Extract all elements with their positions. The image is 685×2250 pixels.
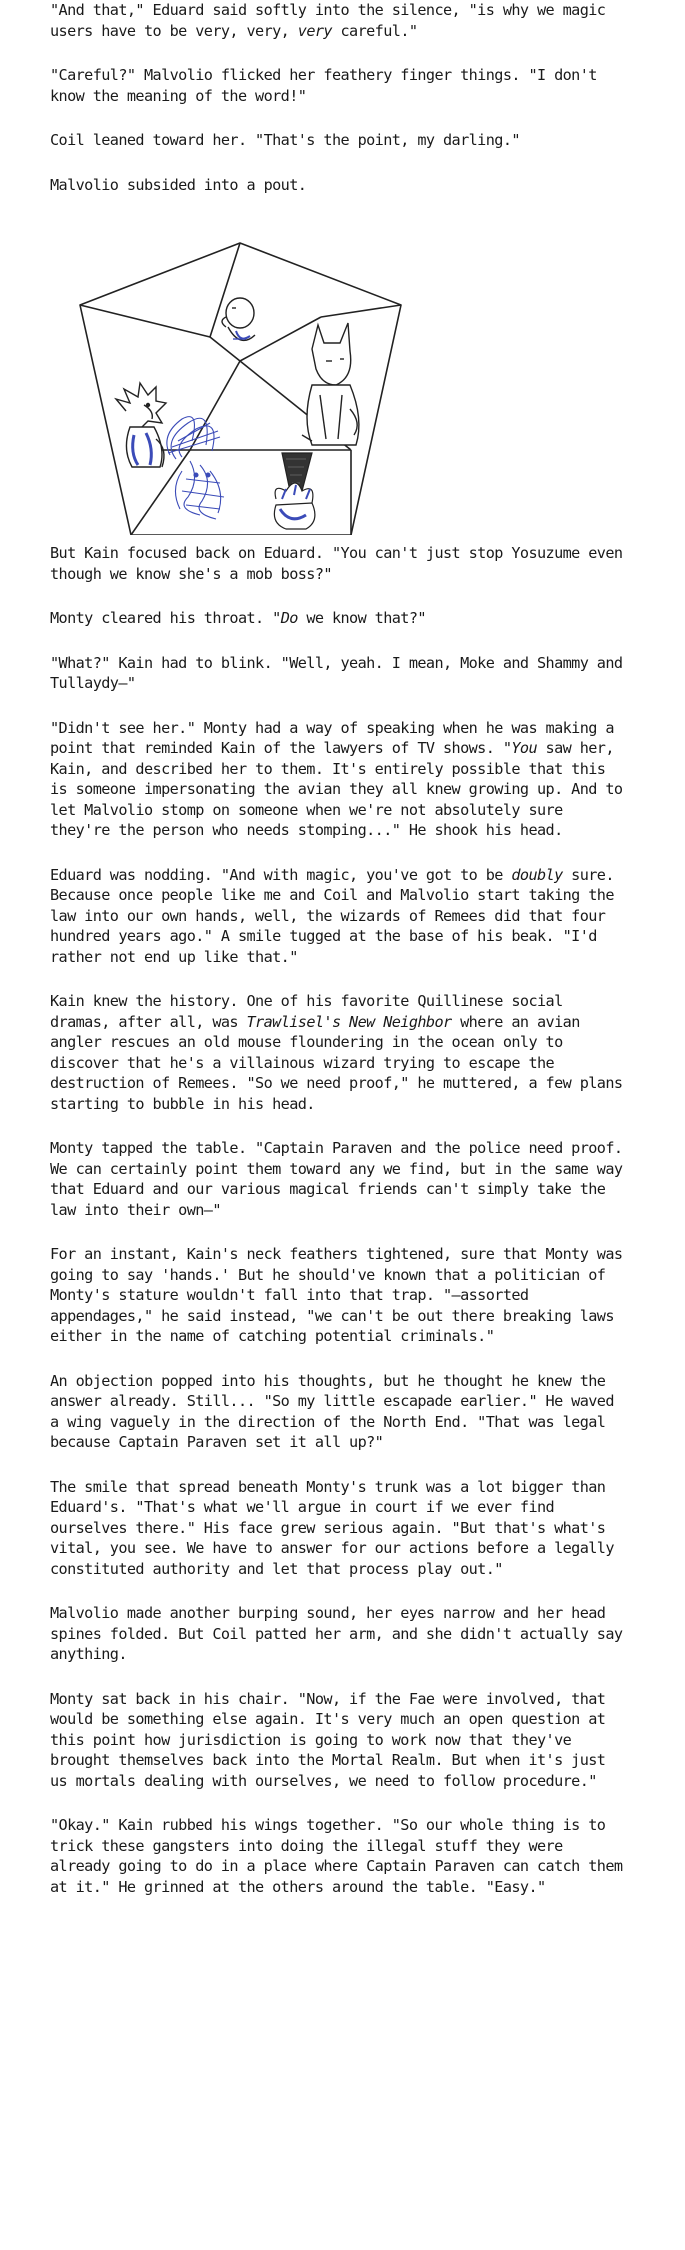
text-run: The smile that spread beneath Monty's trunk was a lot bigger than Eduard's. "That's what we'll argue in court if we ever find ourselves there." His face grew serious again. "But that's what's vital, you see. We have to answer for our actions before a legally constituted authority and let that process play out." (50, 1477, 614, 1578)
text-run: "Okay." Kain rubbed his wings together. "So our whole thing is to trick these gangsters into doing the illegal stuff they were already going to do in a place where Captain Paraven can catch them at it." He grinned at the others around the table. "Easy." (50, 1816, 623, 1896)
paragraph (50, 1603, 630, 1665)
paragraph (50, 608, 630, 629)
pentagon-frame (80, 243, 401, 535)
text-run: where an avian angler rescues an old mouse floundering in the ocean only to discover that he's a villainous wizard trying to escape the destruction of Remees. "So we need proof," he muttered, a few plans starting to bubble in his head. (50, 1012, 623, 1113)
paragraph (50, 865, 630, 968)
italic-text: doubly (511, 865, 563, 884)
paragraph (50, 65, 630, 106)
text-run: For an instant, Kain's neck feathers tightened, sure that Monty was going to say 'hands.' But he should've known that a politician of Monty's stature wouldn't fall into that trap. "—assorted appendages," he said instead, "we can't be out there breaking laws either in the name of catching potential criminals." (50, 1245, 623, 1345)
text-run: "And that," Eduard said softly into the silence, "is why we magic users have to be very, very, (50, 1, 606, 40)
paragraph (50, 0, 630, 41)
italic-text: Trawlisel's New Neighbor (246, 1012, 452, 1031)
text-run: "Careful?" Malvolio flicked her feathery finger things. "I don't know the meaning of the word!" (50, 66, 597, 105)
paragraph (50, 653, 630, 694)
text-run: sure. Because once people like me and Coil and Malvolio start taking the law into our own hands, well, the wizards of Remees did that four hundred years ago." A smile tugged at the base of his beak. "I'd rather not end up like that." (50, 865, 614, 966)
text-run: Eduard was nodding. "And with magic, you've got to be (50, 865, 512, 884)
paragraph (50, 718, 630, 841)
text-run: But Kain focused back on Eduard. "You can't just stop Yosuzume even though we know she's a mob boss?" (50, 544, 623, 583)
italic-text: You (511, 739, 537, 757)
text-run: Coil leaned toward her. "That's the point, my darling." (50, 131, 520, 149)
text-run: Malvolio subsided into a pout. (50, 175, 307, 194)
paragraph (50, 1244, 630, 1347)
text-run: Monty tapped the table. "Captain Paraven and the police need proof. We can certainly point them toward any we find, but in the same way that Eduard and our various magical friends can't simply take the law into their own—" (50, 1139, 623, 1219)
text-run: An objection popped into his thoughts, but he thought he knew the answer already. Still... "So my little escapade earlier." He waved a wing vaguely in the direction of the North End. "That was legal because Captain Paraven set it all up?" (50, 1371, 614, 1451)
paragraph (50, 130, 630, 151)
story-text-column (50, 0, 630, 1921)
text-run: careful." (331, 21, 418, 40)
paragraph (50, 175, 630, 196)
paragraph (50, 991, 630, 1114)
text-run: we know that?" (297, 609, 426, 627)
text-run: Monty cleared his throat. " (50, 609, 281, 627)
paragraph (50, 1689, 630, 1792)
italic-text: very (297, 21, 332, 40)
paragraph (50, 1138, 630, 1220)
pentagon-comic-illustration (50, 209, 630, 535)
text-run: saw her, Kain, and described her to them. It's entirely possible that this is someone impersonating the avian they all knew growing up. And to let Malvolio stomp on someone when we're not absolutely sure they're the person who needs stomping..." He shook his head. (50, 739, 623, 839)
text-run: "Didn't see her." Monty had a way of speaking when he was making a point that reminded Kain of the lawyers of TV shows. " (50, 718, 614, 757)
text-run: Malvolio made another burping sound, her eyes narrow and her head spines folded. But Coil patted her arm, and she didn't actually say anything. (50, 1604, 623, 1663)
italic-text: Do (280, 609, 298, 627)
text-run: "What?" Kain had to blink. "Well, yeah. I mean, Moke and Shammy and Tullaydy—" (50, 653, 623, 692)
paragraph (50, 1815, 630, 1897)
paragraph (50, 1477, 630, 1580)
text-run: Kain knew the history. One of his favorite Quillinese social dramas, after all, was (50, 992, 563, 1031)
paragraph (50, 1371, 630, 1453)
text-run: Monty sat back in his chair. "Now, if the Fae were involved, that would be something else again. It's very much an open question at this point how jurisdiction is going to work now that they've brought themselves back into the Mortal Realm. But when it's just us mortals dealing with ourselves, we need to follow procedure." (50, 1689, 606, 1790)
paragraph (50, 543, 630, 584)
